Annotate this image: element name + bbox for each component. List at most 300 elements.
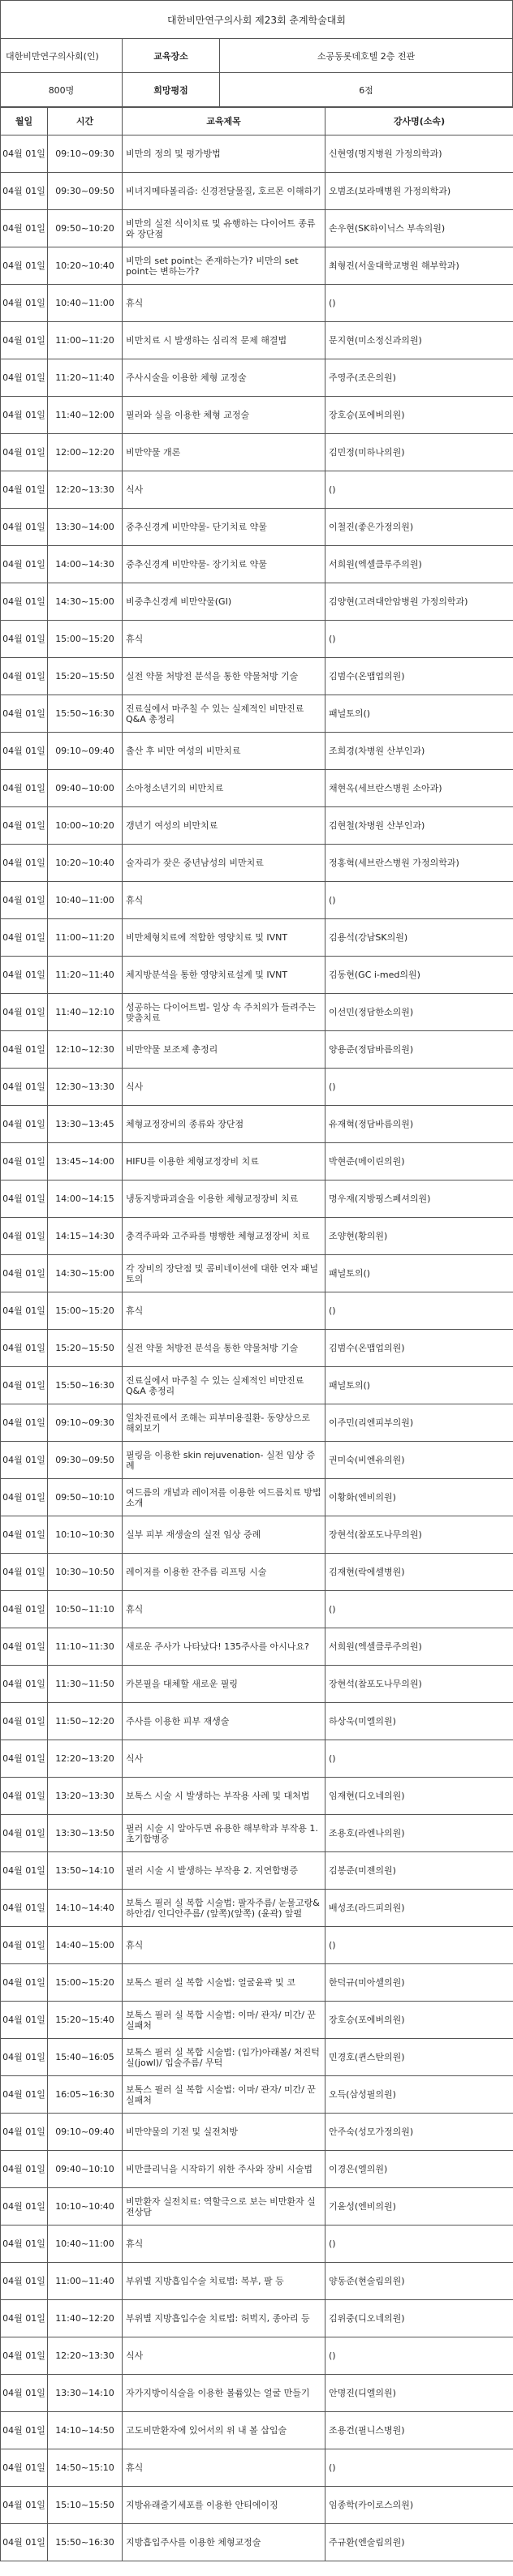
table-row xyxy=(1,695,513,733)
row-lecturer: 김용석(강남SK의원) xyxy=(325,919,513,957)
row-lecturer: 장호승(포에버의원) xyxy=(325,397,513,434)
page-title: 대한비만연구의사회 제23회 춘계학술대회 xyxy=(0,0,513,39)
row-time: 15:20~15:50 xyxy=(48,658,123,695)
info-row-credits xyxy=(0,73,513,107)
row-title: 비만약물 보조제 총정리 xyxy=(123,1031,325,1069)
row-lecturer: 이주민(리엔피부의원) xyxy=(325,1404,513,1442)
row-lecturer: 최형진(서울대학교병원 해부학과) xyxy=(325,247,513,285)
row-title: 부위별 지방흡입수술 치료법: 허벅지, 종아리 등 xyxy=(123,2300,325,2337)
row-date: 04월 01일 xyxy=(1,2039,48,2076)
row-time: 10:10~10:30 xyxy=(48,1516,123,1554)
row-title: 휴식 xyxy=(123,621,325,658)
row-title: HIFU를 이용한 체형교정장비 치료 xyxy=(123,1143,325,1180)
table-row xyxy=(1,173,513,210)
row-title: 식사 xyxy=(123,2337,325,2375)
table-row xyxy=(1,919,513,957)
header-time: 시간 xyxy=(48,108,123,135)
schedule-table xyxy=(0,107,513,2561)
row-date: 04월 01일 xyxy=(1,845,48,882)
credits-value: 6점 xyxy=(359,84,373,96)
table-row xyxy=(1,2337,513,2375)
row-date: 04월 01일 xyxy=(1,658,48,695)
row-time: 13:30~13:50 xyxy=(48,1815,123,1852)
table-row xyxy=(1,2002,513,2039)
row-lecturer: 조용호(라엔나의원) xyxy=(325,1815,513,1852)
row-lecturer: 김양현(고려대안암병원 가정의학과) xyxy=(325,583,513,621)
row-time: 15:50~16:30 xyxy=(48,1367,123,1404)
row-time: 09:50~10:10 xyxy=(48,1479,123,1516)
row-title: 필링을 이용한 skin rejuvenation- 실전 임상 증례 xyxy=(123,1442,325,1479)
row-lecturer: 장현석(참포도나무의원) xyxy=(325,1516,513,1554)
row-time: 09:30~09:50 xyxy=(48,1442,123,1479)
row-date: 04월 01일 xyxy=(1,1815,48,1852)
table-row xyxy=(1,322,513,359)
row-lecturer: 김현철(차병원 산부인과) xyxy=(325,807,513,845)
row-date: 04월 01일 xyxy=(1,1218,48,1255)
row-date: 04월 01일 xyxy=(1,2449,48,2487)
table-row xyxy=(1,1628,513,1666)
row-title: 휴식 xyxy=(123,285,325,322)
row-date: 04월 01일 xyxy=(1,397,48,434)
capacity-value: 800명 xyxy=(1,73,123,106)
row-date: 04월 01일 xyxy=(1,1292,48,1330)
row-title: 휴식 xyxy=(123,882,325,919)
table-row xyxy=(1,1143,513,1180)
row-time: 09:40~10:00 xyxy=(48,770,123,807)
row-title: 비만치료 시 발생하는 심리적 문제 해결법 xyxy=(123,322,325,359)
row-date: 04월 01일 xyxy=(1,1143,48,1180)
row-date: 04월 01일 xyxy=(1,247,48,285)
row-title: 식사 xyxy=(123,1740,325,1778)
table-row xyxy=(1,1367,513,1404)
row-lecturer: 김범수(온맵업의원) xyxy=(325,1330,513,1367)
table-row xyxy=(1,1292,513,1330)
row-lecturer: 장현석(참포도나무의원) xyxy=(325,1666,513,1703)
row-title: 식사 xyxy=(123,1069,325,1106)
row-lecturer: 김범수(온맵업의원) xyxy=(325,658,513,695)
row-lecturer: () xyxy=(325,2449,513,2487)
row-title: 비만환자 실전치료: 역할극으로 보는 비만환자 실전상담 xyxy=(123,2188,325,2226)
venue-value: 소공동롯데호텔 2층 전관 xyxy=(317,50,416,62)
row-time: 12:10~12:30 xyxy=(48,1031,123,1069)
row-title: 휴식 xyxy=(123,1927,325,1964)
row-lecturer: () xyxy=(325,621,513,658)
table-row xyxy=(1,285,513,322)
table-row xyxy=(1,397,513,434)
row-time: 15:10~15:50 xyxy=(48,2487,123,2524)
row-lecturer: 서희원(엑셀클루주의원) xyxy=(325,546,513,583)
row-date: 04월 01일 xyxy=(1,546,48,583)
row-title: 비만약물 개론 xyxy=(123,434,325,471)
row-title: 식사 xyxy=(123,471,325,509)
row-lecturer: 신현영(명지병원 가정의학과) xyxy=(325,135,513,173)
row-time: 12:30~13:30 xyxy=(48,1069,123,1106)
row-title: 필러 시술 시 알아두면 유용한 해부학과 부작용 1. 초기합병증 xyxy=(123,1815,325,1852)
row-lecturer: () xyxy=(325,471,513,509)
row-lecturer: 김재현(락에셀병원) xyxy=(325,1554,513,1591)
row-title: 체형교정장비의 종류와 장단점 xyxy=(123,1106,325,1143)
row-lecturer: 손우현(SK하이닉스 부속의원) xyxy=(325,210,513,247)
row-lecturer: () xyxy=(325,2226,513,2263)
table-row xyxy=(1,2151,513,2188)
row-time: 11:40~12:10 xyxy=(48,994,123,1031)
table-row xyxy=(1,957,513,994)
row-date: 04월 01일 xyxy=(1,1591,48,1628)
table-row xyxy=(1,1255,513,1292)
row-time: 09:10~09:30 xyxy=(48,135,123,173)
row-title: 주사시술을 이용한 체형 교정술 xyxy=(123,359,325,397)
row-lecturer: 서희원(엑셀클루주의원) xyxy=(325,1628,513,1666)
table-row xyxy=(1,471,513,509)
row-time: 14:50~15:10 xyxy=(48,2449,123,2487)
row-title: 필러 시술 시 발생하는 부작용 2. 지연합병증 xyxy=(123,1852,325,1890)
row-time: 10:40~11:00 xyxy=(48,285,123,322)
row-title: 소아청소년기의 비만치료 xyxy=(123,770,325,807)
row-lecturer: () xyxy=(325,882,513,919)
table-row xyxy=(1,882,513,919)
row-date: 04월 01일 xyxy=(1,322,48,359)
table-row xyxy=(1,1516,513,1554)
row-lecturer: 조양현(황의원) xyxy=(325,1218,513,1255)
row-date: 04월 01일 xyxy=(1,2188,48,2226)
row-time: 15:20~15:40 xyxy=(48,2002,123,2039)
row-time: 11:00~11:40 xyxy=(48,2263,123,2300)
row-title: 술자리가 잦은 중년남성의 비만치료 xyxy=(123,845,325,882)
row-title: 성공하는 다이어트법- 일상 속 주치의가 들려주는 맞춤치료 xyxy=(123,994,325,1031)
row-date: 04월 01일 xyxy=(1,1479,48,1516)
row-date: 04월 01일 xyxy=(1,359,48,397)
row-date: 04월 01일 xyxy=(1,173,48,210)
credits-label: 희망평점 xyxy=(123,73,220,106)
table-row xyxy=(1,1404,513,1442)
row-date: 04월 01일 xyxy=(1,2151,48,2188)
row-lecturer: () xyxy=(325,2337,513,2375)
table-row xyxy=(1,583,513,621)
row-date: 04월 01일 xyxy=(1,2226,48,2263)
row-title: 실부 피부 재생술의 실전 임상 증례 xyxy=(123,1516,325,1554)
row-date: 04월 01일 xyxy=(1,1255,48,1292)
header-date: 월일 xyxy=(1,108,48,135)
table-row xyxy=(1,2226,513,2263)
row-lecturer: 이황화(엔비의원) xyxy=(325,1479,513,1516)
row-date: 04월 01일 xyxy=(1,210,48,247)
row-date: 04월 01일 xyxy=(1,957,48,994)
row-time: 14:00~14:30 xyxy=(48,546,123,583)
row-title: 중추신경계 비만약물- 장기치료 약물 xyxy=(123,546,325,583)
row-time: 14:00~14:15 xyxy=(48,1180,123,1218)
header-lecturer: 강사명(소속) xyxy=(325,108,513,135)
row-lecturer: 패널토의() xyxy=(325,695,513,733)
table-row xyxy=(1,1927,513,1964)
table-row xyxy=(1,509,513,546)
row-date: 04월 01일 xyxy=(1,807,48,845)
row-date: 04월 01일 xyxy=(1,2300,48,2337)
row-title: 진료실에서 마주칠 수 있는 실제적인 비만진료 Q&A 총정리 xyxy=(123,695,325,733)
table-row xyxy=(1,994,513,1031)
row-title: 보톡스 필러 실 복합 시술법: 이마/ 관자/ 미간/ 꾼실패처 xyxy=(123,2002,325,2039)
table-row xyxy=(1,1591,513,1628)
row-date: 04월 01일 xyxy=(1,1031,48,1069)
table-row xyxy=(1,621,513,658)
row-lecturer: 임종학(카이로스의원) xyxy=(325,2487,513,2524)
row-title: 여드름의 개념과 레이저를 이용한 여드름치료 방법 소개 xyxy=(123,1479,325,1516)
row-time: 13:20~13:30 xyxy=(48,1778,123,1815)
row-time: 11:50~12:20 xyxy=(48,1703,123,1740)
row-title: 냉동지방파괴술을 이용한 체형교정장비 치료 xyxy=(123,1180,325,1218)
row-title: 비녀지메타볼리즘: 신경전달물질, 호르몬 이해하기 xyxy=(123,173,325,210)
row-date: 04월 01일 xyxy=(1,1666,48,1703)
row-title: 체지방분석을 통한 영양치료설계 및 IVNT xyxy=(123,957,325,994)
row-time: 09:50~10:20 xyxy=(48,210,123,247)
row-date: 04월 01일 xyxy=(1,1330,48,1367)
row-date: 04월 01일 xyxy=(1,1740,48,1778)
row-title: 충격주파와 고주파를 병행한 체형교정장비 치료 xyxy=(123,1218,325,1255)
row-title: 진료실에서 마주칠 수 있는 실제적인 비만진료 Q&A 총정리 xyxy=(123,1367,325,1404)
row-lecturer: 패널토의() xyxy=(325,1255,513,1292)
row-date: 04월 01일 xyxy=(1,1964,48,2002)
table-row xyxy=(1,2114,513,2151)
row-time: 11:20~11:40 xyxy=(48,359,123,397)
row-time: 15:00~15:20 xyxy=(48,1292,123,1330)
row-time: 11:10~11:30 xyxy=(48,1628,123,1666)
host-name: 대한비만연구의사회(인) xyxy=(1,39,123,72)
row-time: 16:05~16:30 xyxy=(48,2076,123,2114)
row-lecturer: 김동현(GC i-med의원) xyxy=(325,957,513,994)
row-time: 15:00~15:20 xyxy=(48,1964,123,2002)
row-date: 04월 01일 xyxy=(1,1367,48,1404)
row-lecturer: () xyxy=(325,1292,513,1330)
row-title: 비만의 실전 식이치료 및 유행하는 다이어트 종류와 장단점 xyxy=(123,210,325,247)
row-date: 04월 01일 xyxy=(1,2487,48,2524)
row-time: 13:50~14:10 xyxy=(48,1852,123,1890)
row-date: 04월 01일 xyxy=(1,1890,48,1927)
row-lecturer: 패널토의() xyxy=(325,1367,513,1404)
row-date: 04월 01일 xyxy=(1,1516,48,1554)
row-date: 04월 01일 xyxy=(1,1778,48,1815)
row-lecturer: 임재현(디오네의원) xyxy=(325,1778,513,1815)
row-title: 비만의 정의 및 평가방법 xyxy=(123,135,325,173)
row-date: 04월 01일 xyxy=(1,1703,48,1740)
row-date: 04월 01일 xyxy=(1,2114,48,2151)
row-lecturer: 양동준(현술림의원) xyxy=(325,2263,513,2300)
row-date: 04월 01일 xyxy=(1,1628,48,1666)
row-time: 13:45~14:00 xyxy=(48,1143,123,1180)
row-lecturer: 이경은(엘의원) xyxy=(325,2151,513,2188)
row-time: 13:30~14:10 xyxy=(48,2375,123,2412)
row-lecturer: () xyxy=(325,1069,513,1106)
row-date: 04월 01일 xyxy=(1,509,48,546)
table-row xyxy=(1,1554,513,1591)
table-row xyxy=(1,2188,513,2226)
row-title: 레이저를 이용한 잔주름 리프팅 시술 xyxy=(123,1554,325,1591)
row-title: 휴식 xyxy=(123,1292,325,1330)
table-row xyxy=(1,135,513,173)
row-time: 11:40~12:00 xyxy=(48,397,123,434)
table-row xyxy=(1,2524,513,2561)
row-time: 13:30~14:00 xyxy=(48,509,123,546)
info-row-host xyxy=(0,39,513,73)
row-date: 04월 01일 xyxy=(1,695,48,733)
row-lecturer: 주영주(조은의원) xyxy=(325,359,513,397)
row-lecturer: 권미숙(비엔유의원) xyxy=(325,1442,513,1479)
table-row xyxy=(1,733,513,770)
row-lecturer: () xyxy=(325,1591,513,1628)
row-lecturer: 채현옥(세브란스병원 소아과) xyxy=(325,770,513,807)
row-title: 휴식 xyxy=(123,1591,325,1628)
row-date: 04월 01일 xyxy=(1,1069,48,1106)
row-time: 11:00~11:20 xyxy=(48,919,123,957)
row-lecturer: () xyxy=(325,1927,513,1964)
table-row xyxy=(1,1106,513,1143)
row-time: 12:20~13:20 xyxy=(48,1740,123,1778)
table-row xyxy=(1,1778,513,1815)
row-time: 10:00~10:20 xyxy=(48,807,123,845)
row-date: 04월 01일 xyxy=(1,1106,48,1143)
row-lecturer: 민경호(퀸스탄의원) xyxy=(325,2039,513,2076)
row-time: 14:10~14:50 xyxy=(48,2412,123,2449)
table-row xyxy=(1,2487,513,2524)
row-lecturer: 기윤성(엔비의원) xyxy=(325,2188,513,2226)
row-lecturer: () xyxy=(325,1740,513,1778)
row-time: 10:10~10:40 xyxy=(48,2188,123,2226)
row-time: 15:00~15:20 xyxy=(48,621,123,658)
table-row xyxy=(1,2449,513,2487)
table-row xyxy=(1,546,513,583)
row-time: 09:10~09:30 xyxy=(48,1404,123,1442)
table-row xyxy=(1,2039,513,2076)
row-date: 04월 01일 xyxy=(1,2524,48,2561)
row-lecturer: 안명진(디엘의원) xyxy=(325,2375,513,2412)
row-title: 보톡스 시술 시 발생하는 부작용 사례 및 대처법 xyxy=(123,1778,325,1815)
row-date: 04월 01일 xyxy=(1,770,48,807)
table-row xyxy=(1,2300,513,2337)
row-time: 11:30~11:50 xyxy=(48,1666,123,1703)
table-header-row xyxy=(1,108,513,135)
row-title: 보톡스 필러 실 복합 시술법: 팔자주름/ 눈물고랑& 하안검/ 인디안주름/ (앞쪽)(앞쪽) (윤곽) 앞펄 xyxy=(123,1890,325,1927)
row-time: 10:40~11:00 xyxy=(48,882,123,919)
row-title: 비만의 set point는 존재하는가? 비만의 set point는 변하는가? xyxy=(123,247,325,285)
row-time: 10:50~11:10 xyxy=(48,1591,123,1628)
table-row xyxy=(1,2375,513,2412)
row-time: 10:20~10:40 xyxy=(48,247,123,285)
row-time: 15:20~15:50 xyxy=(48,1330,123,1367)
row-title: 보톡스 필러 실 복합 시술법: 이마/ 관자/ 미간/ 꾼실패처 xyxy=(123,2076,325,2114)
row-title: 보톡스 필러 실 복합 시술법: 얼굴윤곽 및 코 xyxy=(123,1964,325,2002)
row-title: 부위별 지방흡입수술 치료법: 복부, 팔 등 xyxy=(123,2263,325,2300)
row-lecturer: 김민정(미하나의원) xyxy=(325,434,513,471)
row-time: 12:20~13:30 xyxy=(48,471,123,509)
row-date: 04월 01일 xyxy=(1,2002,48,2039)
table-row xyxy=(1,1890,513,1927)
row-lecturer: 하상욱(미엘의원) xyxy=(325,1703,513,1740)
row-title: 고도비만환자에 있어서의 위 내 볼 삽입술 xyxy=(123,2412,325,2449)
row-time: 14:10~14:40 xyxy=(48,1890,123,1927)
row-time: 11:20~11:40 xyxy=(48,957,123,994)
row-time: 09:30~09:50 xyxy=(48,173,123,210)
table-row xyxy=(1,1218,513,1255)
row-date: 04월 01일 xyxy=(1,733,48,770)
row-lecturer: 안주숙(성모가정의원) xyxy=(325,2114,513,2151)
row-lecturer: 이철진(좋은가정의원) xyxy=(325,509,513,546)
row-date: 04월 01일 xyxy=(1,583,48,621)
row-lecturer: 주규환(엔술림의원) xyxy=(325,2524,513,2561)
row-lecturer: 박현준(메이린의원) xyxy=(325,1143,513,1180)
row-time: 09:10~09:40 xyxy=(48,733,123,770)
row-lecturer: 오득(삼성필의원) xyxy=(325,2076,513,2114)
row-date: 04월 01일 xyxy=(1,2412,48,2449)
row-title: 갱년기 여성의 비만치료 xyxy=(123,807,325,845)
row-title: 비만약물의 기전 및 실전처방 xyxy=(123,2114,325,2151)
table-row xyxy=(1,1330,513,1367)
table-row xyxy=(1,658,513,695)
table-row xyxy=(1,845,513,882)
row-date: 04월 01일 xyxy=(1,1442,48,1479)
row-title: 출산 후 비만 여성의 비만치료 xyxy=(123,733,325,770)
row-date: 04월 01일 xyxy=(1,1927,48,1964)
row-time: 14:30~15:00 xyxy=(48,1255,123,1292)
row-time: 14:15~14:30 xyxy=(48,1218,123,1255)
table-row xyxy=(1,1442,513,1479)
row-time: 11:40~12:20 xyxy=(48,2300,123,2337)
table-row xyxy=(1,1740,513,1778)
row-lecturer: 한덕규(미아셀의원) xyxy=(325,1964,513,2002)
row-time: 15:50~16:30 xyxy=(48,2524,123,2561)
row-time: 09:10~09:40 xyxy=(48,2114,123,2151)
table-row xyxy=(1,210,513,247)
row-lecturer: 조희경(차병원 산부인과) xyxy=(325,733,513,770)
row-date: 04월 01일 xyxy=(1,285,48,322)
row-title: 필러와 실을 이용한 체형 교정술 xyxy=(123,397,325,434)
row-lecturer: 정홍혁(세브란스병원 가정의학과) xyxy=(325,845,513,882)
row-date: 04월 01일 xyxy=(1,1404,48,1442)
table-row xyxy=(1,1815,513,1852)
row-date: 04월 01일 xyxy=(1,621,48,658)
row-time: 15:40~16:05 xyxy=(48,2039,123,2076)
row-date: 04월 01일 xyxy=(1,434,48,471)
row-date: 04월 01일 xyxy=(1,1852,48,1890)
table-row xyxy=(1,807,513,845)
row-lecturer: 유재혁(정담바름의원) xyxy=(325,1106,513,1143)
row-lecturer: 문지현(미소정신과의원) xyxy=(325,322,513,359)
row-date: 04월 01일 xyxy=(1,1180,48,1218)
table-row xyxy=(1,1703,513,1740)
row-time: 12:00~12:20 xyxy=(48,434,123,471)
row-title: 비중추신경계 비만약물(GI) xyxy=(123,583,325,621)
row-date: 04월 01일 xyxy=(1,135,48,173)
row-time: 14:30~15:00 xyxy=(48,583,123,621)
row-title: 일차진료에서 조해는 피부미용질환- 동양상으로 해외보기 xyxy=(123,1404,325,1442)
row-time: 10:40~11:00 xyxy=(48,2226,123,2263)
row-title: 휴식 xyxy=(123,2449,325,2487)
row-lecturer: 양용준(정담바름의원) xyxy=(325,1031,513,1069)
row-title: 자가지방이식술을 이용한 볼륨있는 얼굴 만들기 xyxy=(123,2375,325,2412)
table-row xyxy=(1,1666,513,1703)
row-title: 실전 약물 처방전 분석을 통한 약물처방 기술 xyxy=(123,658,325,695)
row-lecturer: 배성조(라드피의원) xyxy=(325,1890,513,1927)
row-date: 04월 01일 xyxy=(1,1554,48,1591)
row-time: 12:20~13:30 xyxy=(48,2337,123,2375)
row-title: 보톡스 필러 실 복합 시술법: (입가)아래볼/ 처진턱실(jowl)/ 입술주름/ 무턱 xyxy=(123,2039,325,2076)
row-lecturer: () xyxy=(325,285,513,322)
table-row xyxy=(1,1031,513,1069)
row-date: 04월 01일 xyxy=(1,471,48,509)
row-time: 15:50~16:30 xyxy=(48,695,123,733)
row-date: 04월 01일 xyxy=(1,994,48,1031)
table-row xyxy=(1,247,513,285)
table-row xyxy=(1,2263,513,2300)
row-time: 13:30~13:45 xyxy=(48,1106,123,1143)
row-lecturer: 오범조(보라매병원 가정의학과) xyxy=(325,173,513,210)
